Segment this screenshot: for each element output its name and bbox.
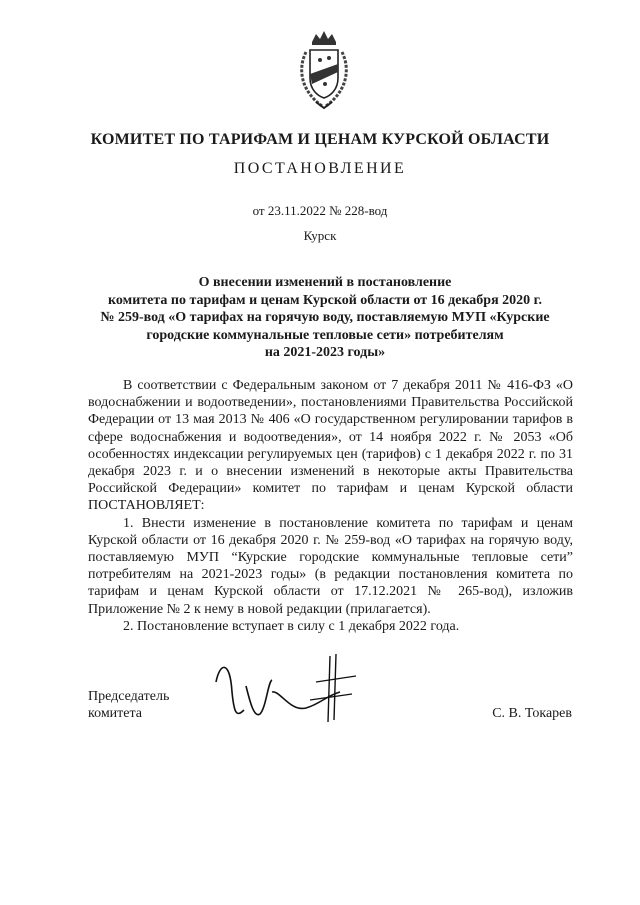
preamble-paragraph: В соответствии с Федеральным законом от 7 декабря 2011 № 416-ФЗ «О водоснабжении и водоотведении», постановлениями Правительства Российской Федерации от 13 мая 2013 № 406 «О государственном регулировании тарифов в сфере водоснабжения и водоотведения», от 14 ноября 2022 г. № 2053 «Об особенностях индексации регулируемых цен (тарифов) с 1 декабря 2022 г. по 31 декабря 2023 г. и о внесении изменений в некоторые акты Правительства Российской Федерации» комитет по тарифам и ценам Курской области ПОСТАНОВЛЯЕТ: [88, 378, 573, 514]
title-line: комитета по тарифам и ценам Курской области от 16 декабря 2020 г. [108, 292, 542, 308]
title-line: № 259-вод «О тарифах на горячую воду, поставляемую МУП «Курские [100, 310, 550, 325]
document-type: ПОСТАНОВЛЕНИЕ [233, 160, 407, 177]
document-city: Курск [303, 228, 337, 243]
position-line: комитета [88, 706, 143, 721]
item-1-paragraph: 1. Внести изменение в постановление комитета по тарифам и ценам Курской области от 16 декабря 2020 г. № 259-вод «О тарифах на горячую воду, поставляемую МУП “Курские городские коммунальные тепловые сети” потребителям на 2021-2023 годы» (в редакции постановления комитета по тарифам и ценам Курской области от 17.12.2021 № 265-вод), изложив Приложение № 2 к нему в новой редакции (прилагается). [88, 515, 573, 617]
position-line: Председатель [88, 689, 170, 704]
title-line: на 2021-2023 годы» [264, 345, 386, 360]
document-title [60, 274, 590, 362]
signatory-position [88, 688, 169, 722]
title-line: О внесении изменений в постановление [198, 275, 452, 290]
title-line: городские коммунальные тепловые сети» потребителям [146, 327, 504, 343]
signer-name: С. В. Токарев [492, 706, 572, 721]
coat-of-arms-emblem [292, 28, 356, 112]
document-date-number: от 23.11.2022 № 228-вод [252, 203, 388, 218]
item-2-paragraph: 2. Постановление вступает в силу с 1 декабря 2022 года. [123, 618, 460, 634]
committee-name: КОМИТЕТ ПО ТАРИФАМ И ЦЕНАМ КУРСКОЙ ОБЛАСТИ [90, 131, 550, 148]
document-body [88, 377, 573, 635]
handwritten-signature [210, 652, 360, 724]
